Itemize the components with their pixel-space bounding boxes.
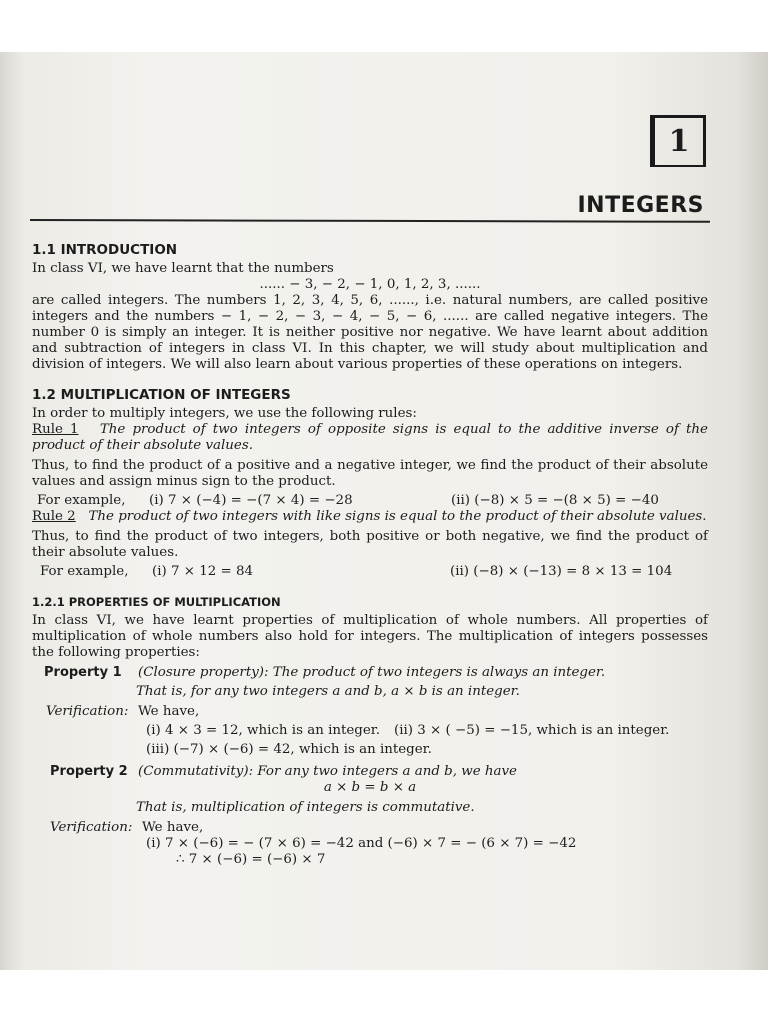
property-1-verification xyxy=(32,704,708,720)
rule-1-text: The product of two integers of opposite signs is equal to the additive inverse of the product of their absolute values. xyxy=(32,422,708,453)
rule-1-explanation: Thus, to find the product of a positive and a negative integer, we find the product of their absolute values and assign minus sign to the product. xyxy=(32,458,708,489)
rule-2-label: Rule 2 xyxy=(32,509,76,524)
rule-2-explanation: Thus, to find the product of two integers, both positive or both negative, we find the product of their absolute values. xyxy=(32,529,708,560)
property-2 xyxy=(32,764,708,780)
property-1-examples-row xyxy=(32,723,708,739)
example-1-i: (i) 7 × (−4) = −(7 × 4) = −28 xyxy=(149,493,353,508)
title-divider xyxy=(30,219,710,223)
property-2-formula: a × b = b × a xyxy=(323,780,417,795)
example-label: For example, xyxy=(37,493,126,508)
property-2-statement: That is, multiplication of integers is commutative. xyxy=(136,800,475,815)
example-1-ii: (ii) (−8) × 5 = −(8 × 5) = −40 xyxy=(451,493,659,508)
chapter-title: INTEGERS xyxy=(577,193,704,218)
example-2-i: (i) 7 × 12 = 84 xyxy=(152,564,254,579)
properties-paragraph: In class VI, we have learnt properties of multiplication of whole numbers. All properties of multiplication of whole numbers also hold for integers. The multiplication of integers possesses the following properties: xyxy=(32,613,708,660)
rule-2-text: The product of two integers with like signs is equal to the product of their absolute values. xyxy=(88,509,707,524)
verification-text-1: We have, xyxy=(138,704,200,719)
example-label-2: For example, xyxy=(40,564,129,579)
section-1-2-1-heading: 1.2.1 PROPERTIES OF MULTIPLICATION xyxy=(32,595,281,609)
property-1-v-i: (i) 4 × 3 = 12, which is an integer. xyxy=(146,723,380,738)
intro-paragraph: are called integers. The numbers 1, 2, 3, 4, 5, 6, ......, i.e. natural numbers, are called positive integers and the numbers − 1, − 2, − 3, − 4, − 5, − 6, ...... are called negative integers. The number 0 is simply an integer. It is neither positive nor negative. We have learnt about addition and subtraction of integers in class VI. In this chapter, we will study about multiplication and division of integers. We will also learn about various properties of these operations on integers. xyxy=(32,293,708,372)
property-2-text: (Commutativity): For any two integers a and b, we have xyxy=(138,764,517,779)
rule-2-examples xyxy=(32,564,708,580)
property-1-label: Property 1 xyxy=(44,665,122,680)
property-2-verification xyxy=(32,820,708,836)
rules-intro: In order to multiply integers, we use the following rules: xyxy=(32,406,417,421)
property-2-v-therefore: ∴ 7 × (−6) = (−6) × 7 xyxy=(176,852,326,867)
property-2-v-i: (i) 7 × (−6) = − (7 × 6) = −42 and (−6) × 7 = − (6 × 7) = −42 xyxy=(146,836,577,851)
property-1-v-iii: (iii) (−7) × (−6) = 42, which is an integer. xyxy=(146,742,432,757)
property-1-text: (Closure property): The product of two integers is always an integer. xyxy=(138,665,606,680)
property-1-statement: That is, for any two integers a and b, a × b is an integer. xyxy=(136,684,520,699)
property-2-label: Property 2 xyxy=(50,764,128,779)
chapter-number-box: 1 xyxy=(650,115,706,167)
textbook-page xyxy=(0,52,768,970)
property-1-v-ii: (ii) 3 × ( −5) = −15, which is an integer. xyxy=(394,723,670,738)
rule-1-examples xyxy=(32,493,708,509)
intro-line: In class VI, we have learnt that the numbers xyxy=(32,261,334,276)
example-2-ii: (ii) (−8) × (−13) = 8 × 13 = 104 xyxy=(450,564,673,579)
rule-1-label: Rule 1 xyxy=(32,422,79,437)
section-1-2-heading: 1.2 MULTIPLICATION OF INTEGERS xyxy=(32,387,291,403)
section-1-1-heading: 1.1 INTRODUCTION xyxy=(32,242,178,258)
page-content xyxy=(32,242,708,868)
verification-label-1: Verification: xyxy=(46,704,129,719)
integer-sequence: ...... − 3, − 2, − 1, 0, 1, 2, 3, ...... xyxy=(259,277,481,292)
verification-label-2: Verification: xyxy=(50,820,133,835)
property-1 xyxy=(32,665,708,681)
rule-2 xyxy=(32,509,708,525)
rule-1 xyxy=(32,422,708,454)
verification-text-2: We have, xyxy=(142,820,204,835)
